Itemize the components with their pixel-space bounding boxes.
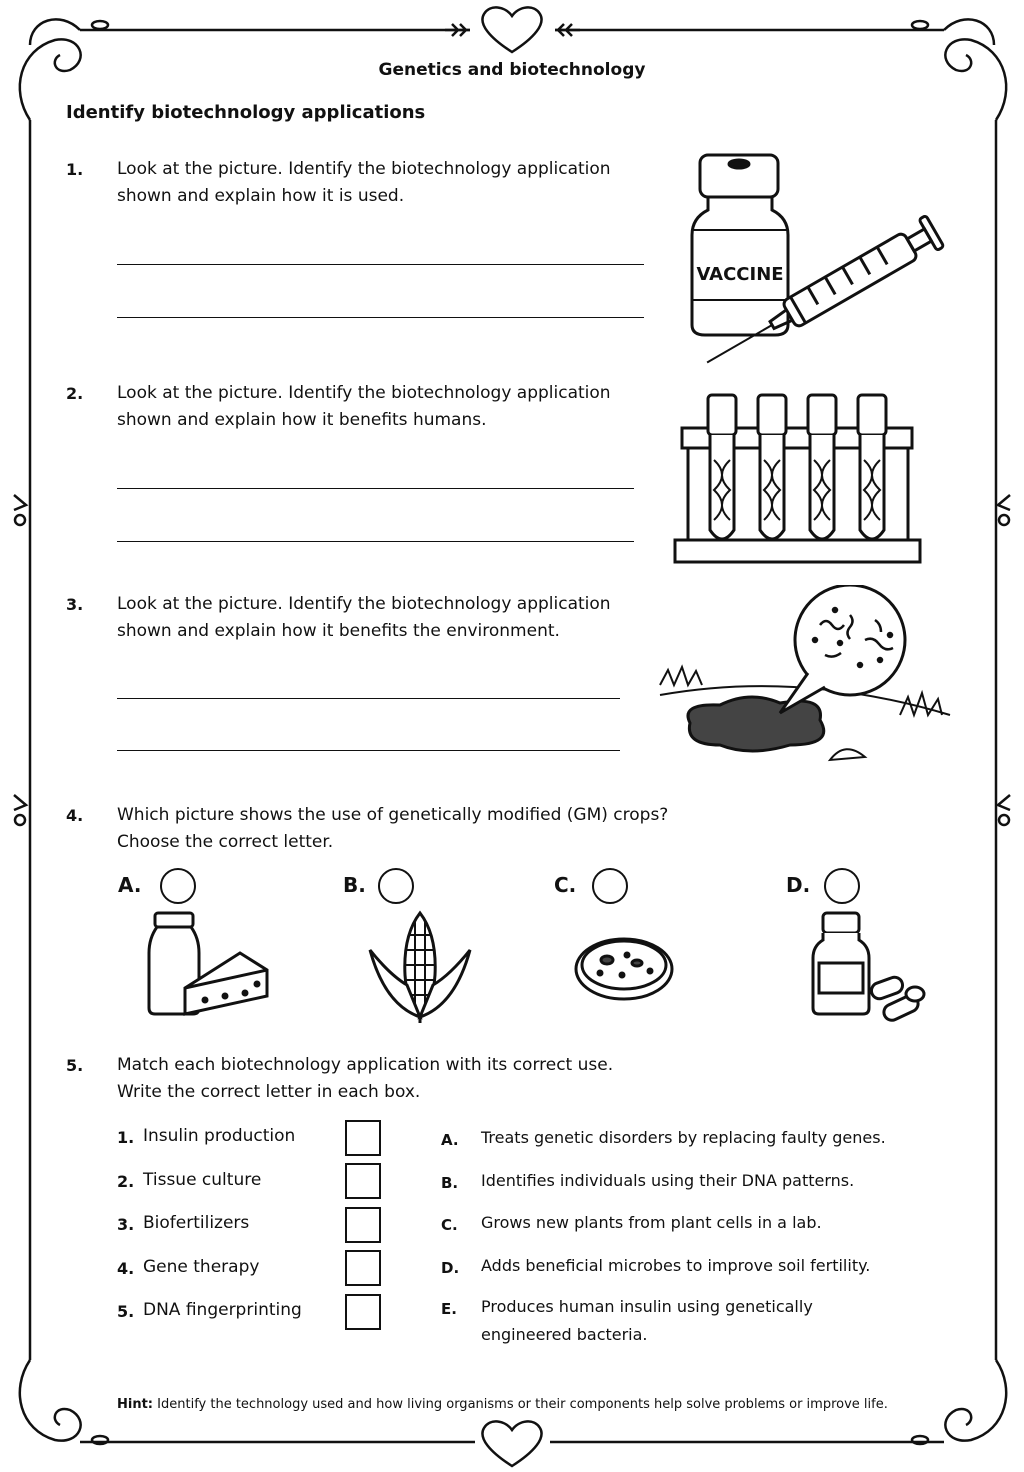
option-b-letter: B.: [343, 873, 366, 897]
match-item-4-label: Gene therapy: [143, 1257, 260, 1277]
corn-icon: [365, 905, 475, 1025]
answer-box-1[interactable]: [345, 1120, 381, 1156]
match-item-1-number: 1.: [117, 1128, 135, 1147]
question-4-number: 4.: [66, 806, 84, 825]
question-1-line-2: shown and explain how it is used.: [117, 186, 405, 206]
vaccine-label: VACCINE: [696, 264, 784, 285]
use-c-text: Grows new plants from plant cells in a lab.: [481, 1213, 822, 1232]
question-3-line-1: Look at the picture. Identify the biotechnology application: [117, 594, 611, 614]
match-item-3-label: Biofertilizers: [143, 1213, 250, 1233]
answer-box-5[interactable]: [345, 1294, 381, 1330]
answer-box-3[interactable]: [345, 1207, 381, 1243]
match-item-5-number: 5.: [117, 1302, 135, 1321]
match-item-2-number: 2.: [117, 1172, 135, 1191]
match-item-3-number: 3.: [117, 1215, 135, 1234]
question-4-line-1: Which picture shows the use of genetically modified (GM) crops?: [117, 805, 669, 825]
match-item-5-label: DNA fingerprinting: [143, 1300, 302, 1320]
question-1-line-1: Look at the picture. Identify the biotechnology application: [117, 159, 611, 179]
answer-line-2a[interactable]: [117, 488, 634, 489]
question-1-number: 1.: [66, 160, 84, 179]
answer-line-1a[interactable]: [117, 264, 644, 265]
option-a-circle[interactable]: [160, 868, 196, 904]
use-a-text: Treats genetic disorders by replacing faulty genes.: [481, 1128, 886, 1147]
petri-dish-icon: [572, 925, 677, 1005]
section-title: Identify biotechnology applications: [66, 102, 426, 123]
page-title: Genetics and biotechnology: [378, 60, 646, 80]
match-item-2-label: Tissue culture: [143, 1170, 262, 1190]
answer-box-4[interactable]: [345, 1250, 381, 1286]
question-5-line-2: Write the correct letter in each box.: [117, 1082, 421, 1102]
answer-line-2b[interactable]: [117, 541, 634, 542]
match-item-4-number: 4.: [117, 1259, 135, 1278]
answer-line-3b[interactable]: [117, 750, 620, 751]
use-d-text: Adds beneficial microbes to improve soil fertility.: [481, 1256, 871, 1275]
use-d-letter: D.: [441, 1259, 460, 1277]
question-3-number: 3.: [66, 595, 84, 614]
option-d-circle[interactable]: [824, 868, 860, 904]
option-a-letter: A.: [118, 873, 142, 897]
answer-line-3a[interactable]: [117, 698, 620, 699]
question-3-line-2: shown and explain how it benefits the environment.: [117, 621, 560, 641]
use-a-letter: A.: [441, 1131, 459, 1149]
use-e-text: Produces human insulin using genetically engineered bacteria.: [481, 1297, 813, 1344]
option-b-circle[interactable]: [378, 868, 414, 904]
question-5-line-1: Match each biotechnology application with its correct use.: [117, 1055, 614, 1075]
question-3-text: [117, 591, 637, 645]
answer-line-1b[interactable]: [117, 317, 644, 318]
vaccine-syringe-icon: [680, 150, 950, 375]
hint-label: Hint:: [117, 1397, 154, 1412]
use-b-letter: B.: [441, 1174, 459, 1192]
question-2-number: 2.: [66, 384, 84, 403]
option-c-circle[interactable]: [592, 868, 628, 904]
use-e-letter: E.: [441, 1300, 457, 1318]
question-1-text: [117, 156, 637, 210]
answer-box-2[interactable]: [345, 1163, 381, 1199]
match-item-1-label: Insulin production: [143, 1126, 296, 1146]
question-2-line-2: shown and explain how it benefits humans.: [117, 410, 487, 430]
question-4-text: [117, 802, 717, 856]
option-d-letter: D.: [786, 873, 811, 897]
question-2-line-1: Look at the picture. Identify the biotechnology application: [117, 383, 611, 403]
question-5-text: [117, 1052, 717, 1106]
question-2-text: [117, 380, 637, 434]
question-5-number: 5.: [66, 1056, 84, 1075]
milk-cheese-icon: [145, 908, 275, 1023]
oil-spill-bacteria-icon: [650, 585, 955, 780]
medicine-pills-icon: [805, 908, 930, 1026]
question-4-line-2: Choose the correct letter.: [117, 832, 334, 852]
option-c-letter: C.: [554, 873, 577, 897]
dna-test-tubes-icon: [670, 390, 925, 570]
use-c-letter: C.: [441, 1216, 458, 1234]
use-b-text: Identifies individuals using their DNA patterns.: [481, 1171, 855, 1190]
hint-text: Identify the technology used and how living organisms or their components help solve problems or improve life.: [157, 1397, 888, 1412]
hint: [117, 1397, 888, 1412]
